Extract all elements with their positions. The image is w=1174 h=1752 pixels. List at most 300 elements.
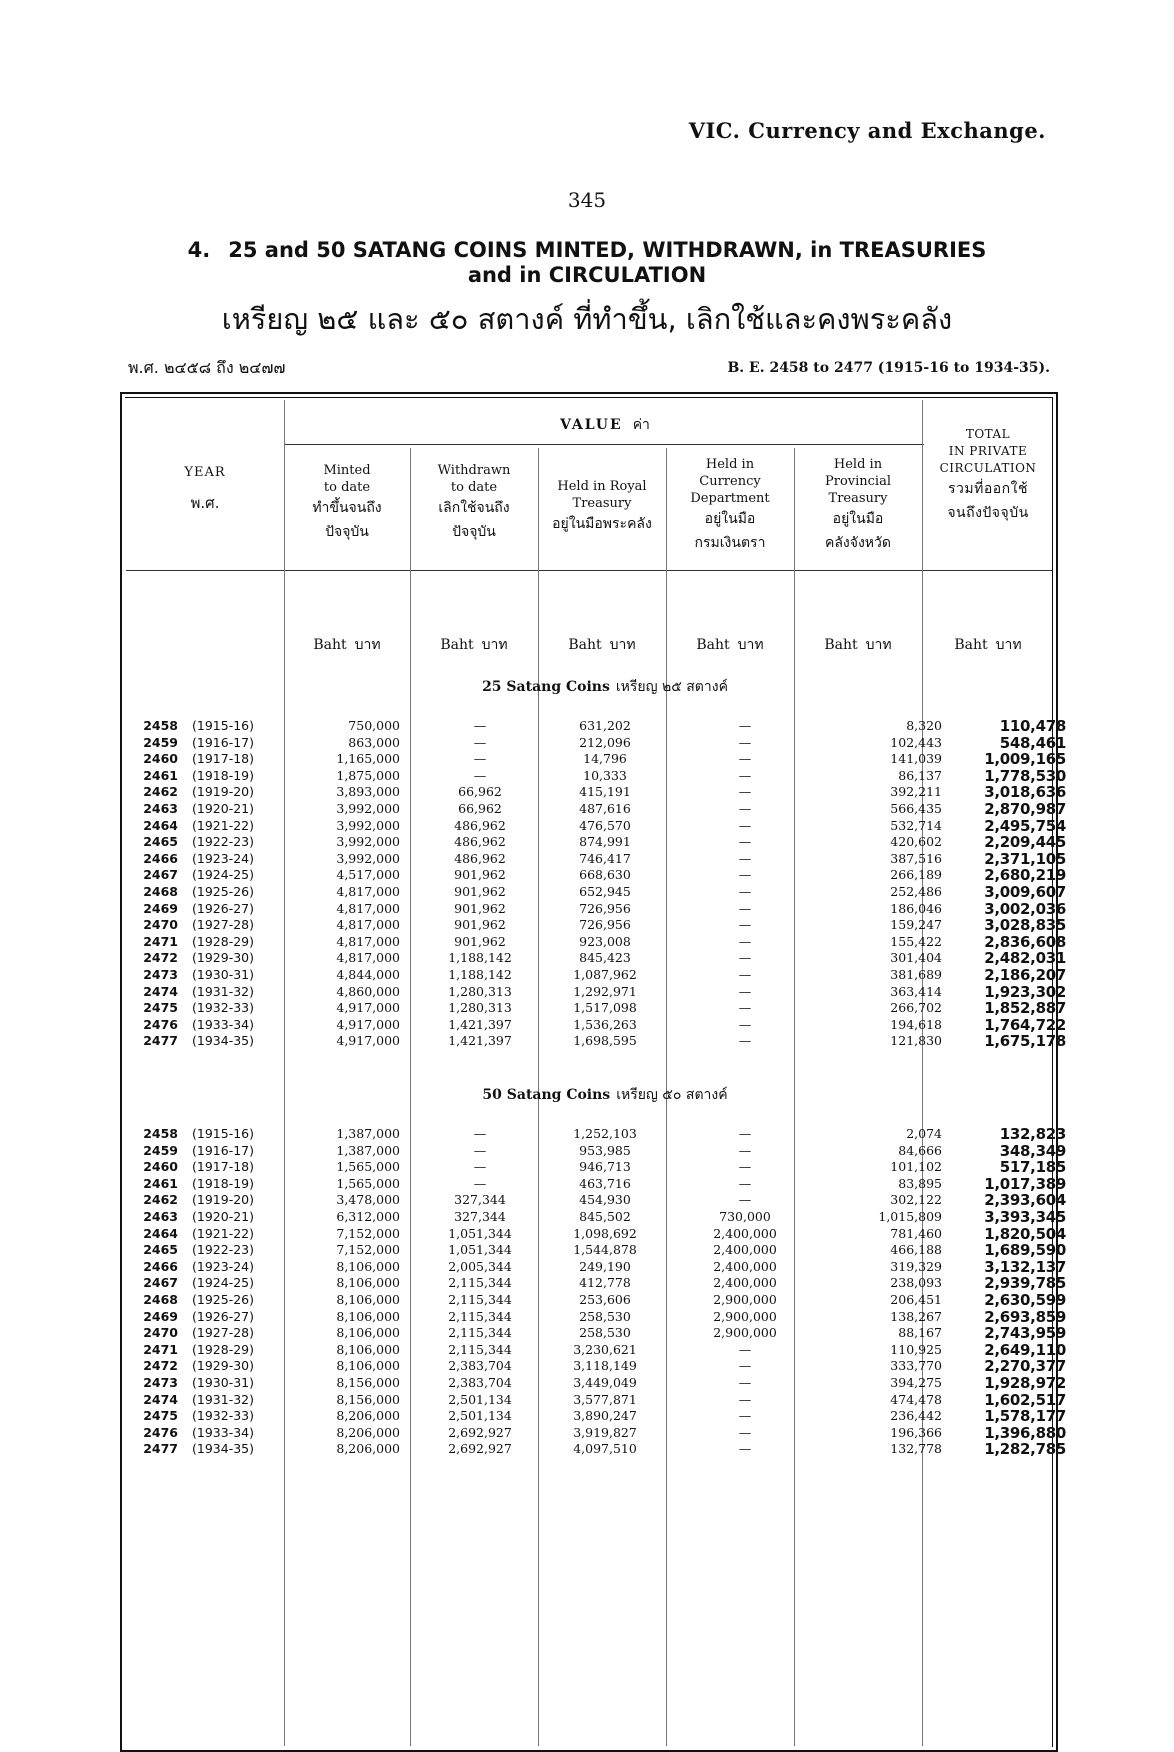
royal-treasury-value: 874,991 bbox=[579, 834, 631, 850]
minted-value: 8,156,000 bbox=[336, 1391, 400, 1407]
royal-treasury-value: 1,292,971 bbox=[573, 983, 637, 999]
year-be: 2464 bbox=[143, 817, 178, 833]
year-ce: (1922-23) bbox=[192, 1242, 254, 1258]
title-line-2: and in CIRCULATION bbox=[467, 263, 707, 287]
minted-value: 8,106,000 bbox=[336, 1275, 400, 1291]
year-be: 2459 bbox=[143, 1142, 178, 1158]
minted-value: 4,817,000 bbox=[336, 950, 400, 966]
minted-value: 8,106,000 bbox=[336, 1358, 400, 1374]
royal-treasury-value: 1,544,878 bbox=[573, 1242, 637, 1258]
royal-treasury-value: 415,191 bbox=[579, 784, 631, 800]
royal-treasury-value: 253,606 bbox=[579, 1292, 631, 1307]
year-ce: (1927-28) bbox=[192, 1325, 254, 1341]
minted-value: 3,992,000 bbox=[336, 817, 400, 833]
year-be: 2460 bbox=[143, 751, 178, 767]
minted-value: 1,565,000 bbox=[336, 1175, 400, 1191]
year-ce: (1933-34) bbox=[192, 1016, 254, 1032]
withdrawn-value: 901,962 bbox=[454, 884, 506, 899]
year-be: 2458 bbox=[143, 1126, 178, 1141]
year-be: 2471 bbox=[143, 933, 178, 949]
provincial-treasury-value: 319,329 bbox=[890, 1258, 942, 1274]
unit-th: บาท bbox=[737, 637, 764, 653]
minted-value: 863,000 bbox=[348, 734, 400, 750]
year-be: 2462 bbox=[143, 1192, 178, 1208]
year-be: 2465 bbox=[143, 834, 178, 850]
provincial-treasury-value: 474,478 bbox=[890, 1391, 942, 1407]
year-be: 2468 bbox=[143, 884, 178, 899]
provincial-treasury-value: 301,404 bbox=[890, 950, 942, 966]
minted-value: 4,917,000 bbox=[336, 1000, 400, 1016]
provincial-label-th: อยู่ในมือ bbox=[832, 511, 884, 527]
royal-treasury-value: 4,097,510 bbox=[573, 1441, 637, 1457]
total-circulation-value: 2,939,785 bbox=[984, 1274, 1066, 1293]
unit-label bbox=[414, 634, 534, 656]
unit-label bbox=[540, 634, 664, 656]
provincial-treasury-value: 236,442 bbox=[890, 1408, 942, 1424]
total-circulation-value: 2,680,219 bbox=[984, 866, 1066, 885]
unit-label bbox=[668, 634, 792, 656]
total-circulation-value: 1,675,178 bbox=[984, 1032, 1066, 1051]
provincial-treasury-value: 566,435 bbox=[890, 801, 942, 816]
year-be: 2470 bbox=[143, 1325, 178, 1341]
currency-dept-value: — bbox=[738, 983, 752, 999]
table-title bbox=[0, 238, 1174, 288]
total-circulation-value: 2,371,105 bbox=[984, 849, 1066, 868]
provincial-treasury-value: 466,188 bbox=[890, 1242, 942, 1258]
year-ce: (1916-17) bbox=[192, 734, 254, 750]
royal-treasury-value: 1,536,263 bbox=[573, 1016, 637, 1032]
royal-treasury-value: 668,630 bbox=[579, 867, 631, 883]
section-title-en: 50 Satang Coins bbox=[482, 1087, 611, 1103]
provincial-treasury-value: 84,666 bbox=[898, 1142, 942, 1158]
year-ce: (1924-25) bbox=[192, 1275, 254, 1291]
unit-en: Baht bbox=[568, 637, 602, 653]
year-ce: (1930-31) bbox=[192, 1375, 254, 1390]
currency-dept-value: — bbox=[738, 1375, 752, 1390]
unit-th: บาท bbox=[481, 637, 508, 653]
year-ce: (1922-23) bbox=[192, 834, 254, 850]
total-circulation-value: 2,270,377 bbox=[984, 1357, 1066, 1376]
royal-treasury-value: 1,087,962 bbox=[573, 967, 637, 982]
unit-en: Baht bbox=[313, 637, 347, 653]
provincial-treasury-value: 88,167 bbox=[898, 1325, 942, 1341]
minted-value: 1,165,000 bbox=[336, 751, 400, 767]
provincial-label-en-3: Treasury bbox=[828, 491, 888, 506]
total-circulation-header bbox=[926, 426, 1050, 525]
total-circulation-value: 1,928,972 bbox=[984, 1374, 1066, 1392]
year-be: 2466 bbox=[143, 850, 178, 866]
provincial-label-en-2: Provincial bbox=[824, 474, 891, 489]
minted-header bbox=[288, 462, 406, 544]
section-title-50-satang bbox=[284, 1084, 926, 1106]
currency-dept-value: — bbox=[738, 1175, 752, 1191]
year-be: 2459 bbox=[143, 734, 178, 750]
unit-label bbox=[288, 634, 406, 656]
total-circulation-value: 548,461 bbox=[999, 733, 1066, 752]
value-label-en: VALUE bbox=[560, 417, 623, 433]
minted-value: 1,387,000 bbox=[336, 1126, 400, 1141]
royal-treasury-value: 3,890,247 bbox=[573, 1408, 637, 1424]
royal-treasury-value: 1,517,098 bbox=[573, 1000, 637, 1016]
year-be: 2461 bbox=[143, 1175, 178, 1191]
total-circulation-value: 3,009,607 bbox=[984, 883, 1066, 901]
minted-value: 8,156,000 bbox=[336, 1375, 400, 1390]
provincial-treasury-value: 101,102 bbox=[890, 1159, 942, 1175]
minted-label-th-2: ปัจจุบัน bbox=[325, 524, 369, 540]
withdrawn-value: 2,115,344 bbox=[448, 1275, 512, 1291]
year-ce: (1921-22) bbox=[192, 817, 254, 833]
currency-label-en-3: Department bbox=[690, 491, 770, 506]
column-rule bbox=[284, 400, 285, 1746]
royal-treasury-value: 631,202 bbox=[579, 718, 631, 733]
royal-treasury-value: 212,096 bbox=[579, 734, 631, 750]
total-label-th: รวมที่ออกใช้ bbox=[948, 481, 1028, 497]
total-circulation-value: 3,132,137 bbox=[984, 1257, 1066, 1276]
provincial-treasury-value: 86,137 bbox=[898, 767, 942, 783]
unit-th: บาท bbox=[995, 637, 1022, 653]
withdrawn-value: 2,692,927 bbox=[448, 1441, 512, 1457]
withdrawn-value: 327,344 bbox=[454, 1192, 506, 1208]
withdrawn-value: — bbox=[473, 1126, 487, 1141]
provincial-treasury-value: 121,830 bbox=[890, 1033, 942, 1049]
table-frame bbox=[120, 392, 1058, 1752]
year-be: 2475 bbox=[143, 1000, 178, 1016]
year-be: 2464 bbox=[143, 1225, 178, 1241]
provincial-treasury-value: 186,046 bbox=[890, 900, 942, 916]
withdrawn-value: 2,005,344 bbox=[448, 1258, 512, 1274]
value-group-header bbox=[284, 414, 926, 436]
provincial-treasury-value: 83,895 bbox=[898, 1175, 942, 1191]
provincial-label-en: Held in bbox=[833, 457, 883, 472]
withdrawn-value: 1,280,313 bbox=[448, 1000, 512, 1016]
total-label-th-2: จนถึงปัจจุบัน bbox=[947, 505, 1029, 521]
currency-dept-value: — bbox=[738, 1126, 752, 1141]
currency-dept-value: 2,400,000 bbox=[713, 1242, 777, 1258]
year-ce: (1927-28) bbox=[192, 917, 254, 933]
minted-value: 750,000 bbox=[348, 718, 400, 733]
royal-treasury-value: 249,190 bbox=[579, 1258, 631, 1274]
royal-treasury-value: 3,919,827 bbox=[573, 1424, 637, 1440]
withdrawn-value: 901,962 bbox=[454, 933, 506, 949]
minted-value: 3,992,000 bbox=[336, 850, 400, 866]
provincial-treasury-value: 420,602 bbox=[890, 834, 942, 850]
minted-value: 7,152,000 bbox=[336, 1242, 400, 1258]
section-title-th: เหรียญ ๒๕ สตางค์ bbox=[615, 679, 728, 695]
total-circulation-value: 348,349 bbox=[999, 1141, 1066, 1160]
withdrawn-value: 2,383,704 bbox=[448, 1358, 512, 1374]
currency-dept-value: — bbox=[738, 734, 752, 750]
year-be: 2467 bbox=[143, 1275, 178, 1291]
withdrawn-header bbox=[414, 462, 534, 544]
currency-dept-value: — bbox=[738, 1033, 752, 1049]
withdrawn-label-en-2: to date bbox=[450, 480, 498, 495]
unit-label bbox=[796, 634, 920, 656]
year-ce: (1918-19) bbox=[192, 1175, 254, 1191]
section-title-th: เหรียญ ๕๐ สตางค์ bbox=[616, 1087, 728, 1103]
total-circulation-value: 3,018,636 bbox=[984, 783, 1066, 802]
total-circulation-value: 1,764,722 bbox=[984, 1015, 1066, 1034]
year-be: 2469 bbox=[143, 1308, 178, 1324]
year-be: 2473 bbox=[143, 1375, 178, 1390]
year-ce: (1915-16) bbox=[192, 1126, 254, 1141]
provincial-treasury-value: 238,093 bbox=[890, 1275, 942, 1291]
currency-dept-value: — bbox=[738, 751, 752, 767]
minted-value: 4,817,000 bbox=[336, 900, 400, 916]
provincial-treasury-value: 392,211 bbox=[890, 784, 942, 800]
minted-value: 4,817,000 bbox=[336, 933, 400, 949]
year-header bbox=[130, 458, 280, 518]
royal-treasury-value: 454,930 bbox=[579, 1192, 631, 1208]
currency-dept-value: — bbox=[738, 1159, 752, 1175]
currency-dept-header bbox=[668, 456, 792, 555]
year-be: 2465 bbox=[143, 1242, 178, 1258]
currency-label-en: Held in bbox=[705, 457, 755, 472]
provincial-treasury-header bbox=[796, 456, 920, 555]
provincial-treasury-value: 387,516 bbox=[890, 850, 942, 866]
currency-dept-value: — bbox=[738, 1341, 752, 1357]
minted-value: 1,387,000 bbox=[336, 1142, 400, 1158]
royal-treasury-header bbox=[540, 478, 664, 536]
unit-en: Baht bbox=[440, 637, 474, 653]
withdrawn-value: 1,188,142 bbox=[448, 967, 512, 982]
withdrawn-value: 901,962 bbox=[454, 900, 506, 916]
provincial-treasury-value: 206,451 bbox=[890, 1292, 942, 1307]
provincial-treasury-value: 110,925 bbox=[890, 1341, 942, 1357]
minted-label-th: ทำขึ้นจนถึง bbox=[312, 500, 382, 516]
minted-value: 4,817,000 bbox=[336, 917, 400, 933]
minted-value: 1,875,000 bbox=[336, 767, 400, 783]
currency-dept-value: — bbox=[738, 1391, 752, 1407]
royal-treasury-value: 3,118,149 bbox=[573, 1358, 637, 1374]
total-circulation-value: 110,478 bbox=[999, 717, 1066, 735]
royal-treasury-value: 412,778 bbox=[579, 1275, 631, 1291]
year-ce: (1920-21) bbox=[192, 801, 254, 816]
provincial-treasury-value: 132,778 bbox=[890, 1441, 942, 1457]
currency-dept-value: — bbox=[738, 967, 752, 982]
total-label-en-2: IN PRIVATE bbox=[948, 444, 1028, 458]
provincial-treasury-value: 532,714 bbox=[890, 817, 942, 833]
unit-th: บาท bbox=[354, 637, 381, 653]
provincial-treasury-value: 394,275 bbox=[890, 1375, 942, 1390]
withdrawn-value: 2,383,704 bbox=[448, 1375, 512, 1390]
column-rule bbox=[922, 400, 923, 1746]
year-ce: (1931-32) bbox=[192, 1391, 254, 1407]
provincial-treasury-value: 196,366 bbox=[890, 1424, 942, 1440]
royal-label-en-2: Treasury bbox=[572, 496, 632, 511]
provincial-treasury-value: 141,039 bbox=[890, 751, 942, 767]
withdrawn-value: 901,962 bbox=[454, 917, 506, 933]
total-circulation-value: 2,209,445 bbox=[984, 833, 1066, 852]
withdrawn-value: 1,188,142 bbox=[448, 950, 512, 966]
minted-value: 3,893,000 bbox=[336, 784, 400, 800]
minted-value: 4,917,000 bbox=[336, 1016, 400, 1032]
year-be: 2461 bbox=[143, 767, 178, 783]
year-be: 2463 bbox=[143, 801, 178, 816]
year-ce: (1923-24) bbox=[192, 1258, 254, 1274]
table-number: 4. bbox=[187, 238, 211, 262]
header-divider bbox=[126, 570, 1052, 571]
provincial-treasury-value: 194,618 bbox=[890, 1016, 942, 1032]
total-circulation-value: 1,923,302 bbox=[984, 982, 1066, 1001]
royal-treasury-value: 946,713 bbox=[579, 1159, 631, 1175]
year-ce: (1934-35) bbox=[192, 1441, 254, 1457]
total-circulation-value: 517,185 bbox=[999, 1158, 1066, 1177]
withdrawn-value: — bbox=[473, 734, 487, 750]
royal-treasury-value: 845,502 bbox=[579, 1209, 631, 1224]
withdrawn-value: 66,962 bbox=[458, 784, 502, 800]
currency-dept-value: — bbox=[738, 1142, 752, 1158]
year-be: 2474 bbox=[143, 983, 178, 999]
total-circulation-value: 2,186,207 bbox=[984, 966, 1066, 984]
unit-en: Baht bbox=[824, 637, 858, 653]
year-ce: (1925-26) bbox=[192, 1292, 254, 1307]
total-circulation-value: 2,393,604 bbox=[984, 1191, 1066, 1210]
year-ce: (1929-30) bbox=[192, 950, 254, 966]
total-circulation-value: 2,482,031 bbox=[984, 949, 1066, 968]
minted-value: 8,206,000 bbox=[336, 1441, 400, 1457]
provincial-treasury-value: 381,689 bbox=[890, 967, 942, 982]
currency-dept-value: — bbox=[738, 718, 752, 733]
year-ce: (1923-24) bbox=[192, 850, 254, 866]
year-be: 2477 bbox=[143, 1441, 178, 1457]
total-circulation-value: 1,017,389 bbox=[984, 1174, 1066, 1193]
provincial-treasury-value: 302,122 bbox=[890, 1192, 942, 1208]
value-label-th: ค่า bbox=[632, 417, 650, 433]
withdrawn-value: 1,421,397 bbox=[448, 1016, 512, 1032]
year-be: 2469 bbox=[143, 900, 178, 916]
royal-treasury-value: 10,333 bbox=[583, 767, 627, 783]
year-ce: (1919-20) bbox=[192, 784, 254, 800]
currency-dept-value: — bbox=[738, 884, 752, 899]
royal-treasury-value: 726,956 bbox=[579, 917, 631, 933]
currency-dept-value: — bbox=[738, 767, 752, 783]
minted-value: 3,992,000 bbox=[336, 801, 400, 816]
currency-label-th: อยู่ในมือ bbox=[704, 511, 756, 527]
withdrawn-label-th-2: ปัจจุบัน bbox=[452, 524, 496, 540]
minted-value: 6,312,000 bbox=[336, 1209, 400, 1224]
year-ce: (1932-33) bbox=[192, 1408, 254, 1424]
currency-dept-value: 2,400,000 bbox=[713, 1258, 777, 1274]
minted-value: 4,860,000 bbox=[336, 983, 400, 999]
royal-treasury-value: 258,530 bbox=[579, 1308, 631, 1324]
withdrawn-value: — bbox=[473, 751, 487, 767]
year-be: 2472 bbox=[143, 1358, 178, 1374]
royal-treasury-value: 845,423 bbox=[579, 950, 631, 966]
royal-treasury-value: 463,716 bbox=[579, 1175, 631, 1191]
royal-label-en: Held in Royal bbox=[557, 479, 647, 494]
currency-dept-value: — bbox=[738, 784, 752, 800]
year-be: 2471 bbox=[143, 1341, 178, 1357]
provincial-treasury-value: 102,443 bbox=[890, 734, 942, 750]
withdrawn-value: 486,962 bbox=[454, 834, 506, 850]
provincial-treasury-value: 159,247 bbox=[890, 917, 942, 933]
total-circulation-value: 2,649,110 bbox=[984, 1340, 1066, 1359]
total-circulation-value: 1,578,177 bbox=[984, 1407, 1066, 1426]
currency-label-th-2: กรมเงินตรา bbox=[694, 535, 766, 551]
currency-dept-value: — bbox=[738, 834, 752, 850]
currency-dept-value: 2,400,000 bbox=[713, 1225, 777, 1241]
unit-en: Baht bbox=[954, 637, 988, 653]
withdrawn-value: 2,115,344 bbox=[448, 1308, 512, 1324]
page-number: 345 bbox=[567, 188, 607, 212]
section-title-en: 25 Satang Coins bbox=[482, 679, 610, 695]
minted-value: 1,565,000 bbox=[336, 1159, 400, 1175]
withdrawn-value: — bbox=[473, 718, 487, 733]
year-ce: (1919-20) bbox=[192, 1192, 254, 1208]
provincial-treasury-value: 155,422 bbox=[890, 933, 942, 949]
total-circulation-value: 2,743,959 bbox=[984, 1324, 1066, 1343]
provincial-treasury-value: 266,189 bbox=[890, 867, 942, 883]
year-ce: (1915-16) bbox=[192, 718, 254, 733]
currency-dept-value: — bbox=[738, 1358, 752, 1374]
provincial-treasury-value: 252,486 bbox=[890, 884, 942, 899]
year-ce: (1916-17) bbox=[192, 1142, 254, 1158]
withdrawn-value: 2,501,134 bbox=[448, 1391, 512, 1407]
royal-treasury-value: 746,417 bbox=[579, 850, 631, 866]
year-ce: (1926-27) bbox=[192, 1308, 254, 1324]
withdrawn-value: 1,051,344 bbox=[448, 1242, 512, 1258]
minted-label-en: Minted bbox=[323, 463, 371, 478]
total-circulation-value: 2,495,754 bbox=[984, 816, 1066, 835]
currency-dept-value: 2,900,000 bbox=[713, 1292, 777, 1307]
year-be: 2476 bbox=[143, 1424, 178, 1440]
royal-treasury-value: 1,698,595 bbox=[573, 1033, 637, 1049]
withdrawn-value: 901,962 bbox=[454, 867, 506, 883]
currency-dept-value: — bbox=[738, 950, 752, 966]
minted-value: 8,106,000 bbox=[336, 1258, 400, 1274]
withdrawn-value: 66,962 bbox=[458, 801, 502, 816]
year-be: 2474 bbox=[143, 1391, 178, 1407]
withdrawn-value: — bbox=[473, 767, 487, 783]
year-be: 2468 bbox=[143, 1292, 178, 1307]
year-ce: (1925-26) bbox=[192, 884, 254, 899]
currency-dept-value: — bbox=[738, 1192, 752, 1208]
currency-dept-value: — bbox=[738, 801, 752, 816]
value-divider bbox=[284, 444, 924, 445]
total-circulation-value: 3,393,345 bbox=[984, 1208, 1066, 1226]
withdrawn-value: 2,501,134 bbox=[448, 1408, 512, 1424]
provincial-treasury-value: 333,770 bbox=[890, 1358, 942, 1374]
total-circulation-value: 2,630,599 bbox=[984, 1291, 1066, 1309]
minted-value: 4,817,000 bbox=[336, 884, 400, 899]
currency-dept-value: — bbox=[738, 917, 752, 933]
year-ce: (1928-29) bbox=[192, 1341, 254, 1357]
unit-th: บาท bbox=[865, 637, 892, 653]
withdrawn-value: 1,280,313 bbox=[448, 983, 512, 999]
royal-treasury-value: 923,008 bbox=[579, 933, 631, 949]
minted-value: 8,106,000 bbox=[336, 1341, 400, 1357]
withdrawn-value: 2,115,344 bbox=[448, 1292, 512, 1307]
currency-dept-value: — bbox=[738, 900, 752, 916]
withdrawn-value: 327,344 bbox=[454, 1209, 506, 1224]
total-circulation-value: 2,870,987 bbox=[984, 800, 1066, 818]
year-ce: (1918-19) bbox=[192, 767, 254, 783]
unit-en: Baht bbox=[696, 637, 730, 653]
currency-dept-value: — bbox=[738, 850, 752, 866]
year-be: 2473 bbox=[143, 967, 178, 982]
total-label-en-3: CIRCULATION bbox=[939, 461, 1037, 475]
currency-dept-value: — bbox=[738, 1424, 752, 1440]
minted-value: 8,106,000 bbox=[336, 1292, 400, 1307]
provincial-treasury-value: 8,320 bbox=[906, 718, 942, 733]
currency-dept-value: — bbox=[738, 867, 752, 883]
total-circulation-value: 1,282,785 bbox=[984, 1440, 1066, 1459]
currency-dept-value: 2,400,000 bbox=[713, 1275, 777, 1291]
provincial-treasury-value: 1,015,809 bbox=[878, 1209, 942, 1224]
year-be: 2472 bbox=[143, 950, 178, 966]
title-thai: เหรียญ ๒๕ และ ๕๐ สตางค์ ที่ทำขึ้น, เลิกใช้และคงพระคลัง bbox=[221, 302, 953, 336]
currency-dept-value: 730,000 bbox=[719, 1209, 771, 1224]
